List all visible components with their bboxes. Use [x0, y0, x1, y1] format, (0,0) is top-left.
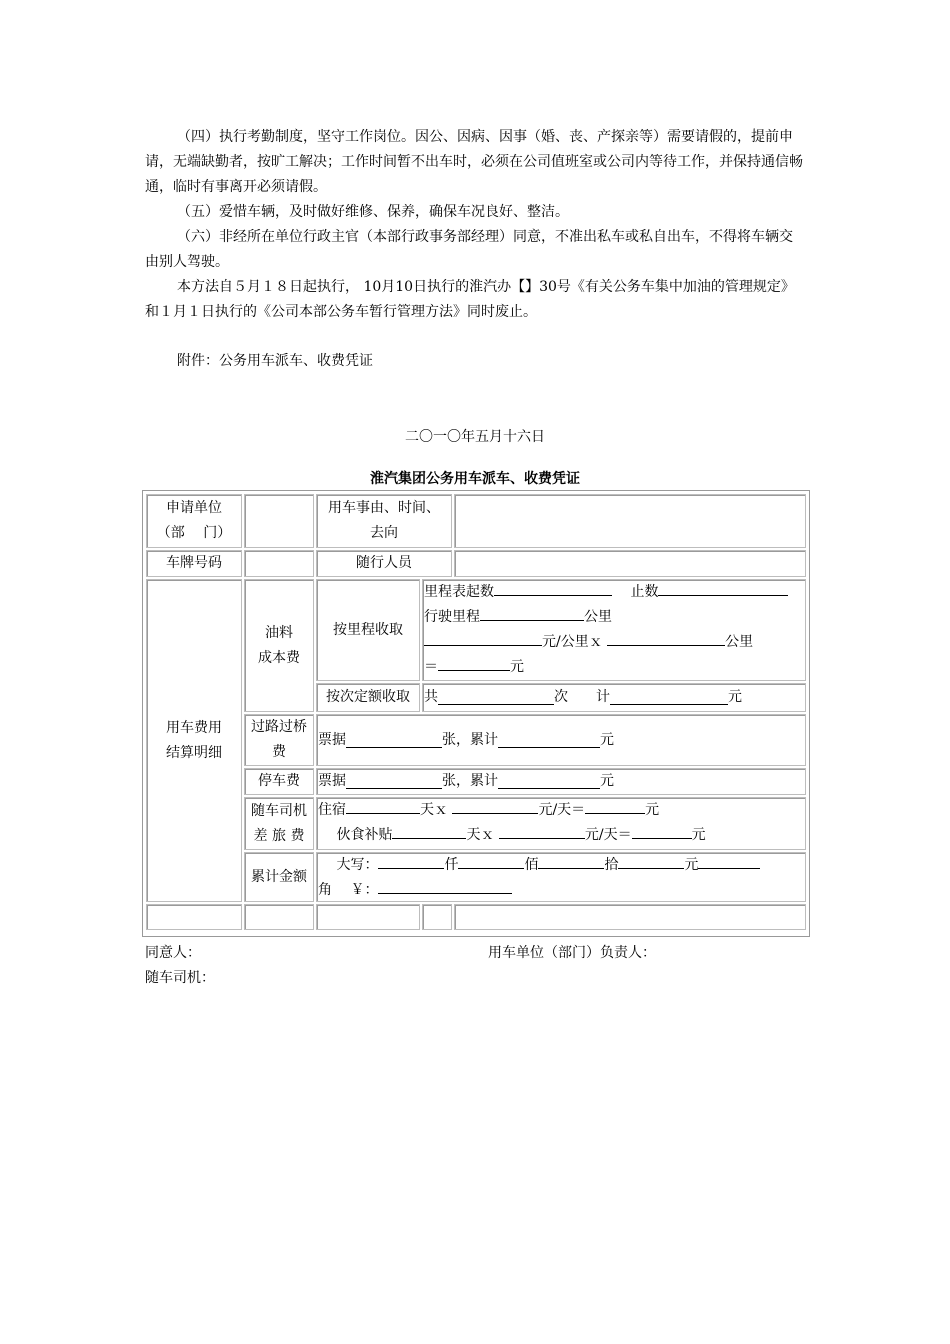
plate-field[interactable]: [244, 550, 314, 577]
lodging-rate-blank[interactable]: [452, 799, 538, 814]
apply-unit-label-line1: 申请单位: [165, 500, 222, 516]
rate-blank[interactable]: [424, 631, 542, 646]
parking-count-blank[interactable]: [346, 774, 442, 789]
parking-label: 停车费: [244, 768, 314, 795]
meal-days-blank[interactable]: [392, 824, 466, 839]
apply-unit-label: [146, 494, 242, 548]
toll-field[interactable]: [316, 714, 806, 766]
uppercase-label: 大写：: [336, 857, 379, 873]
reason-field[interactable]: [454, 494, 806, 548]
issue-date: 二〇一〇年五月十六日: [405, 429, 545, 445]
bai-label: 佰: [524, 857, 539, 873]
km-blank[interactable]: [607, 631, 725, 646]
shi-label: 拾: [604, 857, 619, 873]
toll-count-blank[interactable]: [346, 733, 442, 748]
trip-sum-label: 计: [596, 689, 610, 705]
trip-sum-blank[interactable]: [610, 690, 728, 705]
distance-unit: 公里: [584, 609, 612, 625]
clause-4: （四）执行考勤制度，坚守工作岗位。因公、因病、因事（婚、丧、产探亲等）需要请假的，提前申请，无端缺勤者，按旷工解决；工作时间暂不出车时，必须在公司值班室或公司内等待工作，并保持通信畅通，临时有事离开必须请假。: [145, 129, 803, 195]
jiao-blank[interactable]: [698, 854, 760, 869]
fuel-cost-label-line1: 油料: [265, 624, 293, 641]
toll-label-line1: 过路过桥: [251, 719, 307, 735]
empty-cell-3: [316, 904, 420, 930]
empty-cell-2: [244, 904, 314, 930]
yen-sign-label: ￥：: [350, 882, 379, 898]
jiao-label: 角: [318, 882, 332, 898]
clause-6: （六）非经所在单位行政主官（本部行政事务部经理）同意，不准出私车或私自出车，不得将车辆交由别人驾驶。: [145, 229, 793, 270]
odometer-end-blank[interactable]: [658, 581, 788, 596]
toll-sheets-label: 张，累计: [442, 731, 498, 748]
empty-cell-5: [454, 904, 806, 930]
effective-date-clause: 本方法自５月１８日起执行， 10月10日执行的淮汽办【】30号《有关公务车集中加油的管理规定》和１月１日执行的《公司本部公务车暂行管理方法》同时废止。: [145, 279, 795, 320]
odometer-start-label: 里程表起数: [424, 584, 494, 600]
qian-label: 仟: [444, 857, 459, 873]
fuel-cost-label-line2: 成本费: [258, 649, 300, 666]
parking-field[interactable]: [316, 768, 806, 795]
parking-receipt-label: 票据: [318, 773, 346, 789]
lodging-total-blank[interactable]: [585, 799, 645, 814]
empty-cell-4: [422, 904, 452, 930]
lodging-days-blank[interactable]: [346, 799, 420, 814]
meal-day-x: 天ｘ: [466, 827, 495, 843]
reason-label-line2: 去向: [370, 525, 398, 541]
shi-blank[interactable]: [538, 854, 604, 869]
by-trip-label: 按次定额收取: [316, 683, 420, 712]
form-title: 淮汽集团公务用车派车、收费凭证: [370, 471, 580, 487]
toll-label-line2: 费: [272, 744, 286, 760]
mileage-total-unit: 元: [510, 659, 524, 675]
trip-count-blank[interactable]: [438, 690, 554, 705]
toll-receipt-label: 票据: [318, 731, 346, 748]
bai-blank[interactable]: [458, 854, 524, 869]
mileage-total-blank[interactable]: [438, 656, 510, 671]
by-mileage-field[interactable]: [422, 579, 806, 681]
driver-travel-label: [244, 797, 314, 850]
trip-total-prefix: 共: [424, 689, 438, 705]
companions-label: 随行人员: [316, 550, 452, 577]
parking-sheets-label: 张，累计: [442, 773, 498, 789]
meal-rate-blank[interactable]: [499, 824, 585, 839]
by-trip-field[interactable]: [422, 683, 806, 712]
settlement-label-line2: 结算明细: [166, 744, 222, 761]
lodging-rate-unit: 元/天＝: [538, 802, 586, 818]
parking-total-blank[interactable]: [498, 774, 600, 789]
meal-rate-unit: 元/天＝: [584, 827, 632, 843]
reason-label-line1: 用车事由、时间、: [328, 500, 440, 516]
trip-sum-unit: 元: [728, 689, 742, 705]
fuel-cost-label: [244, 579, 314, 712]
driver-signature-label: 随车司机：: [145, 970, 215, 986]
distance-label: 行驶里程: [424, 609, 480, 625]
meal-total-blank[interactable]: [632, 824, 692, 839]
driver-travel-field[interactable]: [316, 797, 806, 850]
odometer-end-label: 止数: [630, 584, 659, 600]
empty-cell-1: [146, 904, 242, 930]
by-mileage-label: 按里程收取: [316, 579, 420, 681]
km-unit: 公里: [725, 634, 754, 650]
approver-label: 同意人：: [145, 945, 201, 961]
apply-unit-label-line2: （部 门）: [156, 525, 232, 541]
companions-field[interactable]: [454, 550, 806, 577]
total-amount-field[interactable]: [316, 852, 806, 902]
lodging-label: 住宿: [318, 802, 346, 818]
lodging-total-unit: 元: [645, 802, 660, 818]
clause-5: （五）爱惜车辆，及时做好维修、保养，确保车况良好、整洁。: [177, 204, 569, 220]
yuan-label: 元: [684, 857, 699, 873]
distance-blank[interactable]: [480, 606, 584, 621]
equals-sign: ＝: [424, 659, 438, 675]
driver-travel-label-line2: 差 旅 费: [253, 827, 305, 844]
toll-total-unit: 元: [600, 731, 614, 748]
settlement-label-line1: 用车费用: [166, 719, 222, 736]
odometer-start-blank[interactable]: [494, 581, 612, 596]
toll-total-blank[interactable]: [498, 733, 600, 748]
rate-unit: 元/公里ｘ: [542, 634, 603, 650]
yuan-blank[interactable]: [618, 854, 684, 869]
voucher-table: [142, 490, 810, 937]
total-amount-label: 累计金额: [244, 852, 314, 902]
toll-label: [244, 714, 314, 766]
attachment-note: 附件：公务用车派车、收费凭证: [177, 353, 373, 369]
reason-label: [316, 494, 452, 548]
parking-total-unit: 元: [600, 773, 614, 789]
lodging-day-x: 天ｘ: [420, 802, 448, 818]
meal-label: 伙食补贴: [336, 827, 393, 843]
yen-amount-blank[interactable]: [378, 879, 512, 894]
trip-times-label: 次: [554, 689, 568, 705]
plate-label: 车牌号码: [146, 550, 242, 577]
unit-head-label: 用车单位（部门）负责人：: [488, 945, 656, 961]
driver-travel-label-line1: 随车司机: [251, 802, 307, 819]
qian-blank[interactable]: [378, 854, 444, 869]
meal-total-unit: 元: [691, 827, 706, 843]
settlement-label: [146, 579, 242, 902]
apply-unit-field[interactable]: [244, 494, 314, 548]
